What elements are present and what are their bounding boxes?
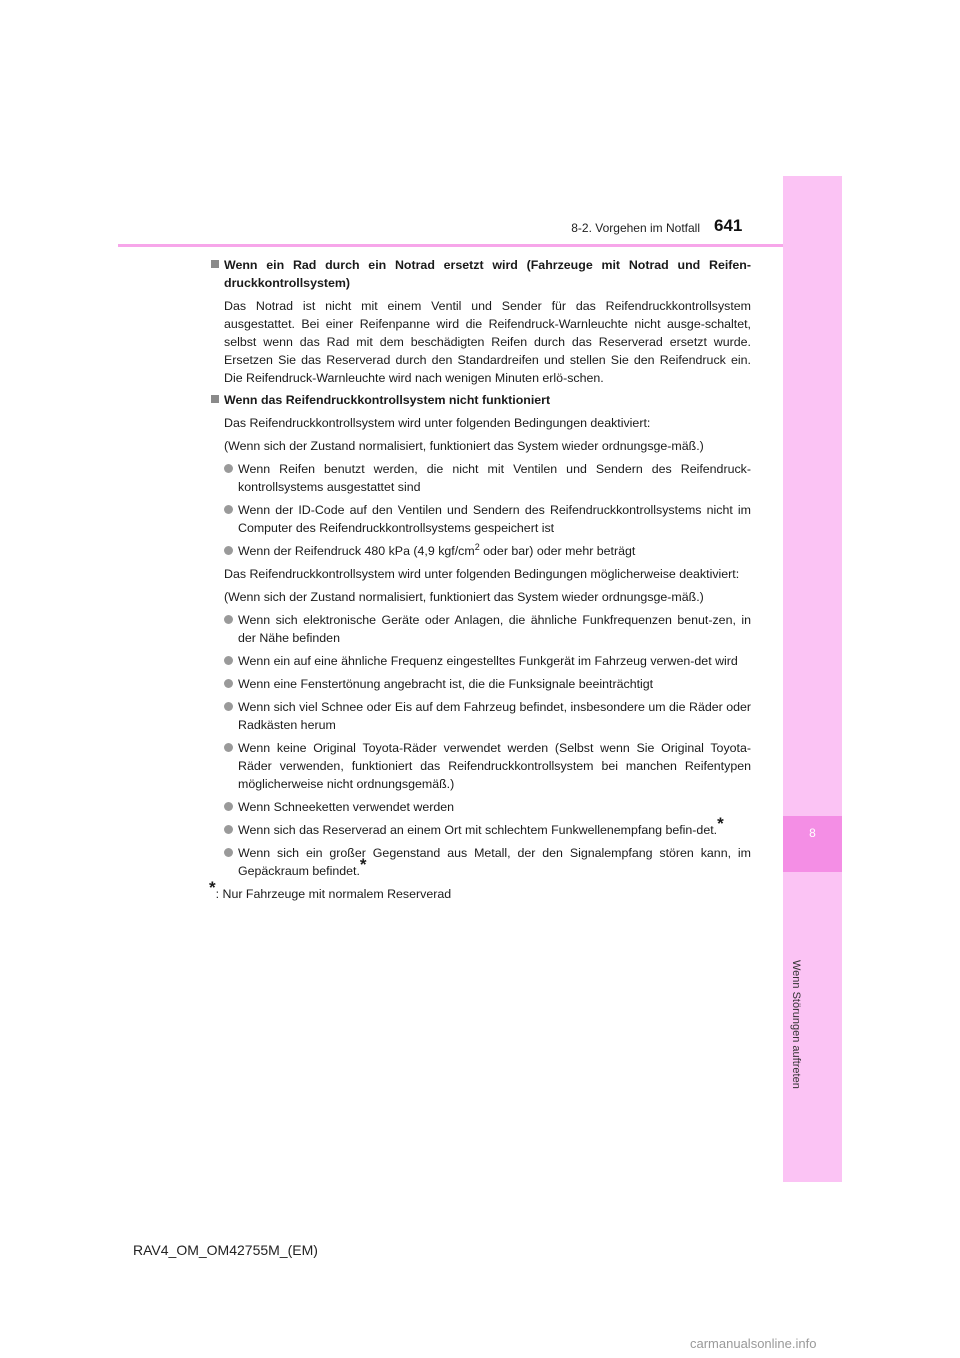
list-item bbox=[209, 652, 751, 670]
list-item bbox=[209, 675, 751, 693]
circle-bullet-icon bbox=[224, 702, 233, 711]
list-item-text: Wenn eine Fenstertönung angebracht ist, die die Funksignale beeinträchtigt bbox=[238, 677, 654, 691]
list-item-text: Wenn ein auf eine ähnliche Frequenz eingestelltes Funkgerät im Fahrzeug verwen-det wird bbox=[238, 654, 738, 668]
list-item-text: Wenn Schneeketten verwendet werden bbox=[238, 800, 455, 814]
list-item bbox=[209, 611, 751, 647]
section-title: 8-2. Vorgehen im Notfall bbox=[571, 221, 700, 235]
square-bullet-icon bbox=[211, 395, 219, 403]
list-item-text: Wenn der ID-Code auf den Ventilen und Sendern des Reifendruckkontrollsystems nicht im Computer des Reifendruckkontrollsystems gespeichert ist bbox=[238, 503, 751, 535]
circle-bullet-icon bbox=[224, 546, 233, 555]
list-item bbox=[209, 501, 751, 537]
heading-text: Wenn das Reifendruckkontrollsystem nicht funktioniert bbox=[224, 393, 551, 407]
circle-bullet-icon bbox=[224, 615, 233, 624]
list-item bbox=[209, 698, 751, 734]
list-item bbox=[209, 813, 751, 839]
heading-text: Wenn ein Rad durch ein Notrad ersetzt wird (Fahrzeuge mit Notrad und Reifen-druckkontrollsystem) bbox=[224, 258, 751, 290]
list-item-text: Wenn keine Original Toyota-Räder verwendet werden (Selbst wenn Sie Original Toyota-Räder verwenden, funktioniert das Reifendruckkontrollsystem bei manchen Reifentypen möglicherweise nicht ordnungsgemäß.) bbox=[238, 741, 751, 791]
list-item-text: Wenn der Reifendruck 480 kPa (4,9 kgf/cm bbox=[238, 544, 475, 558]
page-content bbox=[209, 252, 751, 903]
chapter-title bbox=[792, 960, 802, 1000]
circle-bullet-icon bbox=[224, 743, 233, 752]
watermark: carmanualsonline.info bbox=[690, 1336, 817, 1351]
footnote-marker: * bbox=[359, 854, 367, 874]
list-item-text: Wenn sich das Reserverad an einem Ort mit schlechtem Funkwellenempfang befin-det. bbox=[238, 823, 718, 837]
list-item bbox=[209, 542, 751, 560]
chapter-number: 8 bbox=[809, 826, 816, 840]
list-item bbox=[209, 739, 751, 793]
paragraph: Das Reifendruckkontrollsystem wird unter folgenden Bedingungen möglicherweise deaktiviert: bbox=[224, 567, 740, 581]
list-item bbox=[209, 460, 751, 496]
list-item-text: oder bar) oder mehr beträgt bbox=[479, 544, 636, 558]
circle-bullet-icon bbox=[224, 802, 233, 811]
section-heading bbox=[209, 391, 751, 409]
circle-bullet-icon bbox=[224, 505, 233, 514]
circle-bullet-icon bbox=[224, 825, 233, 834]
list-item bbox=[209, 844, 751, 880]
circle-bullet-icon bbox=[224, 656, 233, 665]
paragraph: Das Notrad ist nicht mit einem Ventil und Sender für das Reifendruckkontrollsystem ausgestattet. Bei einer Reifenpanne wird die Reifendruck-Warnleuchte nicht ausge-schaltet, selbst wenn das Rad mit dem beschädigten Reifen durch das Reserverad ersetzt wurde. Ersetzen Sie das Reserverad durch den Standardreifen und stellen Sie den Reifendruck ein. Die Reifendruck-Warnleuchte wird nach wenigen Minuten erlö-schen. bbox=[224, 299, 751, 385]
document-code: RAV4_OM_OM42755M_(EM) bbox=[133, 1242, 318, 1258]
paragraph: (Wenn sich der Zustand normalisiert, funktioniert das System wieder ordnungsge-mäß.) bbox=[224, 590, 704, 604]
section-heading bbox=[209, 256, 751, 292]
list-item-text: Wenn sich elektronische Geräte oder Anlagen, die ähnliche Funkfrequenzen benut-zen, in der Nähe befinden bbox=[238, 613, 751, 645]
paragraph: Das Reifendruckkontrollsystem wird unter folgenden Bedingungen deaktiviert: bbox=[224, 416, 651, 430]
list-item-text: Wenn sich ein großer Gegenstand aus Metall, der den Signalempfang stören kann, im Gepäckraum befindet. bbox=[238, 846, 751, 878]
footnote bbox=[209, 877, 751, 903]
superscript: 2 bbox=[474, 541, 480, 552]
list-item-text: Wenn sich viel Schnee oder Eis auf dem Fahrzeug befindet, insbesondere um die Räder oder Radkästen herum bbox=[238, 700, 751, 732]
page-number: 641 bbox=[714, 216, 743, 235]
list-item-text: Wenn Reifen benutzt werden, die nicht mit Ventilen und Sendern des Reifendruck-kontrollsystems ausgestattet sind bbox=[238, 462, 751, 494]
circle-bullet-icon bbox=[224, 848, 233, 857]
chapter-tab-active[interactable] bbox=[783, 816, 842, 872]
circle-bullet-icon bbox=[224, 679, 233, 688]
list-item bbox=[209, 798, 751, 816]
footnote-marker: * bbox=[209, 877, 216, 897]
footnote-marker: * bbox=[717, 813, 724, 833]
square-bullet-icon bbox=[211, 260, 219, 268]
circle-bullet-icon bbox=[224, 464, 233, 473]
paragraph: (Wenn sich der Zustand normalisiert, funktioniert das System wieder ordnungsge-mäß.) bbox=[224, 439, 704, 453]
header-rule bbox=[118, 244, 783, 247]
footnote-text: : Nur Fahrzeuge mit normalem Reserverad bbox=[215, 887, 452, 901]
